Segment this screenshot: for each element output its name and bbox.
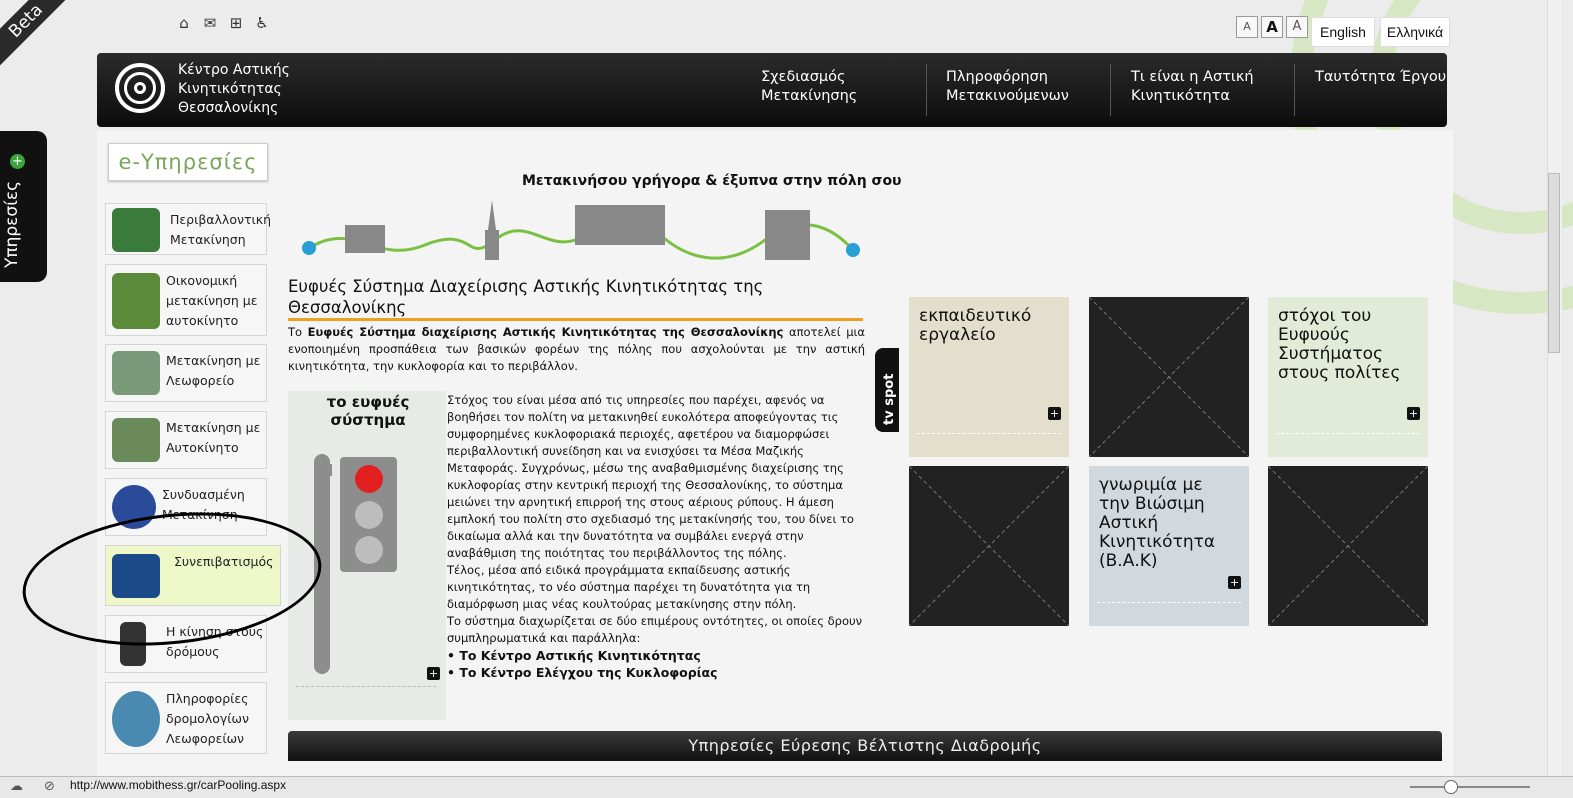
plus-icon[interactable]: + bbox=[1229, 576, 1240, 589]
nav-planning[interactable]: Σχεδιασμός Μετακίνησης bbox=[761, 69, 858, 104]
title-underline bbox=[288, 318, 863, 321]
tile-image-placeholder[interactable] bbox=[1089, 297, 1249, 457]
plus-icon[interactable]: + bbox=[1408, 407, 1419, 420]
sidebar-item-car[interactable] bbox=[105, 411, 267, 469]
lang-greek-button[interactable]: Ελληνικά bbox=[1380, 17, 1450, 47]
services-side-tab-label: Υπηρεσίες bbox=[2, 180, 22, 268]
bullet-item[interactable]: • Το Κέντρο Ελέγχου της Κυκλοφορίας bbox=[447, 665, 718, 680]
bus-schedule-icon bbox=[112, 691, 160, 747]
eco-car-icon bbox=[112, 208, 160, 252]
page-title: Ευφυές Σύστημα Διαχείρισης Αστικής Κινητικότητας της Θεσσαλονίκης bbox=[288, 277, 764, 317]
sidebar-item-label: Συνεπιβατισμός bbox=[174, 554, 274, 569]
intro-text: αποτελεί μια ενοποιημένη προσπάθεια των βασικών φορέων της πόλης που ασχολούνται με την αστική κινητικότητα, την κυκλοφορία και το περιβάλλον. bbox=[288, 325, 865, 373]
sidebar-item-bus-schedules[interactable] bbox=[105, 682, 267, 754]
body-paragraph: Τέλος, μέσα από ειδικά προγράμματα εκπαίδευσης αστικής κινητικότητας, το νέο σύστημα παρέχει τη δυνατότητα για τη διαμόρφωση μιας νέας κουλτούρας μετακίνησης στην πόλη. bbox=[447, 563, 811, 611]
accessibility-icon[interactable]: ♿ bbox=[255, 14, 269, 32]
nav-project-identity[interactable]: Ταυτότητα Έργου bbox=[1315, 69, 1447, 85]
zoom-slider-track[interactable] bbox=[1410, 786, 1530, 788]
mail-icon[interactable]: ✉ bbox=[203, 14, 217, 32]
nav-information[interactable]: Πληροφόρηση Μετακινούμενων bbox=[946, 69, 1069, 104]
body-paragraph: Στόχος του είναι μέσα από τις υπηρεσίες που παρέχει, αφενός να βοηθήσει τον πολίτη να μετακινηθεί ευκολότερα αποφεύγοντας τις συμφορημένες κυκλοφοριακά περιοχές, αφετέρου να διαμορφώσει περιβαλλοντική συνείδηση και να ενισχύσει τα Μέσα Μαζικής Μεταφοράς. Συγχρόνως, μέσω της αναβαθμισμένης διαχείρισης της κυκλοφορίας στην κεντρική περιοχή της Θεσσαλονίκης, το σύστημα μειώνει την αρνητική επιρροή της στους αέριους ρύπους. Η άμεση εμπλοκή του πολίτη στο σχεδιασμό της μετακίνησής του, του δίνει το δικαίωμα αλλά και την δυνατότητα να συμβάλει ενεργά στην αναβάθμιση της ποιότητας του περιβάλλοντος της πόλης. bbox=[447, 393, 854, 560]
zoom-slider-knob[interactable] bbox=[1444, 780, 1458, 794]
tile-educational-tool[interactable] bbox=[909, 297, 1069, 457]
money-calculator-icon bbox=[112, 273, 160, 329]
body-paragraph: Το σύστημα διαχωρίζεται σε δύο επιμέρους οντότητες, οι οποίες δρουν συμπληρωματικά και παράλληλα: bbox=[447, 614, 863, 645]
sidebar-item-label: Πληροφορίες δρομολογίων Λεωφορείων bbox=[166, 691, 249, 746]
loading-icon: ⊘ bbox=[44, 779, 55, 794]
status-url: http://www.mobithess.gr/carPooling.aspx bbox=[70, 778, 287, 792]
sidebar-item-label: Η κίνηση στους δρόμους bbox=[166, 624, 264, 659]
placeholder-x-icon bbox=[1268, 466, 1428, 626]
top-utility-icons bbox=[176, 14, 270, 32]
lang-english-button[interactable]: English bbox=[1311, 17, 1375, 47]
tile-label: γνωριμία με την Βιώσιμη Αστική Κινητικότητα (Β.Α.Κ) bbox=[1099, 475, 1216, 571]
placeholder-x-icon bbox=[1089, 297, 1249, 457]
body-text bbox=[447, 392, 865, 681]
beta-ribbon: Beta bbox=[0, 0, 78, 73]
vertical-scrollbar[interactable] bbox=[1547, 0, 1562, 776]
tile-image-placeholder[interactable] bbox=[1268, 466, 1428, 626]
plus-icon[interactable]: + bbox=[1049, 407, 1060, 420]
nav-divider bbox=[1294, 64, 1295, 116]
font-smaller-button[interactable]: A bbox=[1236, 16, 1258, 38]
intro-paragraph bbox=[288, 324, 865, 375]
font-larger-button[interactable]: A bbox=[1286, 16, 1308, 38]
intro-bold: Ευφυές Σύστημα διαχείρισης Αστικής Κινητικότητας της Θεσσαλονίκης bbox=[307, 325, 784, 339]
bullet-item[interactable]: • Το Κέντρο Αστικής Κινητικότητας bbox=[447, 648, 701, 663]
sidebar-item-label: Οικονομική μετακίνηση με αυτοκίνητο bbox=[166, 273, 258, 328]
tile-label: στόχοι του Ευφυούς Συστήματος στους πολίτες bbox=[1278, 306, 1401, 383]
tv-spot-label: tv spot bbox=[882, 373, 897, 425]
route-services-bar[interactable]: Υπηρεσίες Εύρεσης Βέλτιστης Διαδρομής bbox=[288, 731, 1442, 761]
cloud-icon: ☁ bbox=[10, 779, 23, 794]
placeholder-x-icon bbox=[909, 466, 1069, 626]
tile-label: εκπαιδευτικό εργαλείο bbox=[919, 306, 1032, 345]
sidebar-item-environmental[interactable] bbox=[105, 203, 272, 255]
plus-icon[interactable]: + bbox=[428, 667, 439, 680]
home-icon[interactable]: ⌂ bbox=[179, 14, 189, 32]
nav-divider bbox=[926, 64, 927, 116]
font-normal-button[interactable]: A bbox=[1261, 16, 1283, 38]
sidebar-item-label: Μετακίνηση με Αυτοκίνητο bbox=[166, 420, 261, 455]
sidebar-item-economic[interactable] bbox=[105, 264, 267, 336]
tagline: Μετακινήσου γρήγορα & έξυπνα στην πόλη σου bbox=[522, 173, 902, 189]
plus-icon: + bbox=[10, 154, 25, 169]
tile-image-placeholder[interactable] bbox=[909, 466, 1069, 626]
sitemap-icon[interactable]: ⊞ bbox=[229, 14, 243, 32]
logo-center bbox=[134, 82, 146, 94]
traffic-light-illustration bbox=[310, 452, 400, 677]
nav-divider bbox=[1110, 64, 1111, 116]
tile-sustainable-mobility[interactable] bbox=[1089, 466, 1249, 626]
dashed-divider bbox=[296, 686, 436, 687]
sidebar-item-bus[interactable] bbox=[105, 344, 267, 402]
bus-map-icon bbox=[112, 351, 160, 395]
city-skyline-illustration bbox=[295, 190, 870, 270]
eservices-heading: e-Υπηρεσίες bbox=[108, 143, 268, 181]
car-map-icon bbox=[112, 418, 160, 462]
tile-dashed-line bbox=[1276, 433, 1420, 434]
sidebar-item-label: Συνδυασμένη Μετακίνηση bbox=[162, 487, 245, 522]
nav-urban-mobility[interactable]: Τι είναι η Αστική Κινητικότητα bbox=[1131, 69, 1254, 104]
tile-dashed-line bbox=[917, 433, 1061, 434]
sidebar-item-label: Περιβαλλοντική Μετακίνηση bbox=[170, 212, 272, 247]
brand-name[interactable]: Κέντρο Αστικής Κινητικότητας Θεσσαλονίκης bbox=[178, 62, 290, 116]
intro-text: Το bbox=[288, 325, 308, 339]
tile-dashed-line bbox=[1097, 602, 1241, 603]
tile-system-goals[interactable] bbox=[1268, 297, 1428, 457]
sidebar-item-label: Μετακίνηση με Λεωφορείο bbox=[166, 353, 261, 388]
scrollbar-thumb[interactable] bbox=[1548, 173, 1560, 353]
system-box-title: το ευφυές σύστημα bbox=[326, 393, 410, 429]
